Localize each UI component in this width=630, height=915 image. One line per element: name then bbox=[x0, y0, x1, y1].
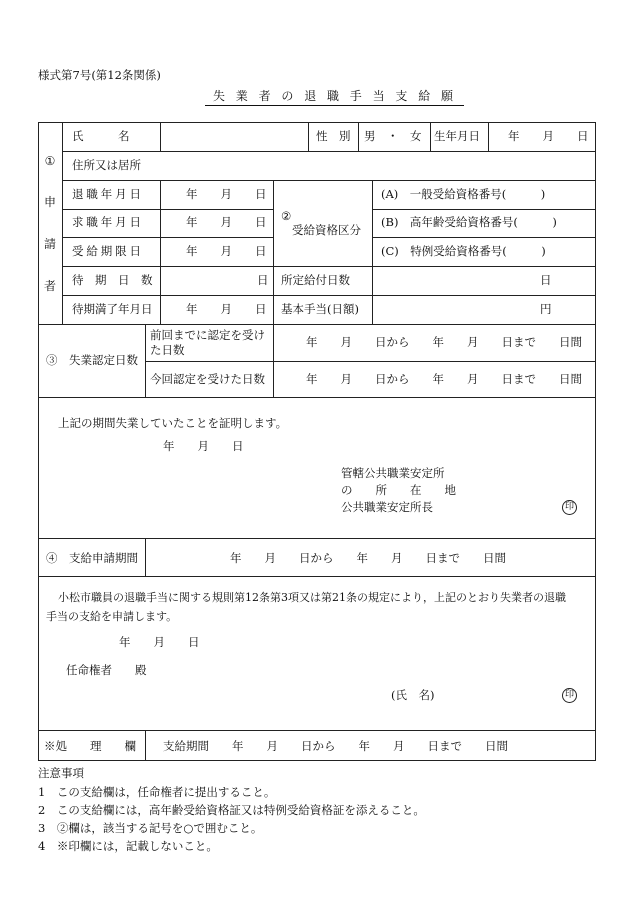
gender-options[interactable]: 男 ・ 女 bbox=[364, 129, 422, 143]
office-seal-icon: 印 bbox=[562, 500, 577, 515]
prescribed-days-label: 所定給付日数 bbox=[281, 273, 350, 287]
basic-allowance-label: 基本手当(日額) bbox=[281, 302, 359, 316]
section4-label: ④ 支給申請期間 bbox=[46, 551, 138, 565]
waiting-days-label: 待 期 日 数 bbox=[72, 273, 153, 287]
certification-text: 上記の期間失業していたことを証明します。 bbox=[58, 416, 288, 430]
section3-current-label: 今回認定を受けた日数 bbox=[150, 372, 265, 386]
signer-label: (氏 名) bbox=[391, 688, 435, 702]
benefit-deadline-label: 受給期限日 bbox=[72, 244, 144, 258]
qualification-label: 受給資格区分 bbox=[292, 223, 361, 237]
address-label: 住所又は居所 bbox=[72, 158, 141, 172]
qualification-number: ② bbox=[281, 209, 292, 223]
processing-label: ※処 理 欄 bbox=[44, 739, 136, 753]
waiting-days-unit[interactable]: 日 bbox=[257, 273, 269, 287]
note-item: 3 ②欄は，該当する記号を○で囲むこと。 bbox=[38, 821, 263, 835]
applicant-label-char: 者 bbox=[43, 279, 56, 293]
retirement-date-value[interactable]: 年 月 日 bbox=[186, 187, 267, 201]
notes-heading: 注意事項 bbox=[38, 766, 84, 780]
office-line-3: 公共職業安定所長 bbox=[341, 500, 433, 514]
office-line-1: 管轄公共職業安定所 bbox=[341, 466, 445, 480]
applicant-label-char: ① bbox=[44, 154, 56, 168]
applicant-label-char: 請 bbox=[43, 237, 56, 251]
qualification-option-a[interactable]: (A) 一般受給資格番号( ) bbox=[381, 187, 546, 201]
applicant-label-char: 申 bbox=[43, 195, 56, 209]
application-text-line2: 手当の支給を申請します。 bbox=[46, 610, 178, 623]
name-label: 氏 名 bbox=[72, 129, 130, 143]
applicant-label bbox=[38, 154, 62, 294]
applicant-seal-icon: 印 bbox=[562, 688, 577, 703]
qualification-option-c[interactable]: (C) 特例受給資格番号( ) bbox=[381, 244, 546, 258]
application-text-line1: 小松市職員の退職手当に関する規則第12条第3項又は第21条の規定により，上記のとおり失業者の退職 bbox=[58, 591, 566, 604]
job-app-date-label: 求職年月日 bbox=[72, 215, 144, 229]
processing-period: 支給期間 年 月 日から 年 月 日まで 日間 bbox=[163, 739, 508, 753]
note-item: 4 ※印欄には，記載しないこと。 bbox=[38, 839, 218, 853]
section3-previous-range[interactable]: 年 月 日から 年 月 日まで 日間 bbox=[306, 335, 582, 349]
appointer-label: 任命権者 殿 bbox=[66, 663, 147, 677]
basic-allowance-unit[interactable]: 円 bbox=[540, 302, 552, 316]
certification-date[interactable]: 年 月 日 bbox=[163, 439, 244, 453]
birth-date-label: 生年月日 bbox=[434, 129, 480, 143]
birth-date-value[interactable]: 年 月 日 bbox=[508, 129, 589, 143]
section3-previous-label: 前回までに認定を受けた日数 bbox=[150, 328, 265, 357]
section3-current-range[interactable]: 年 月 日から 年 月 日まで 日間 bbox=[306, 372, 582, 386]
qualification-option-b[interactable]: (B) 高年齢受給資格番号( ) bbox=[381, 215, 557, 229]
application-date[interactable]: 年 月 日 bbox=[119, 635, 200, 649]
benefit-deadline-value[interactable]: 年 月 日 bbox=[186, 244, 267, 258]
prescribed-days-unit[interactable]: 日 bbox=[540, 273, 552, 287]
section3-label: ③ 失業認定日数 bbox=[46, 353, 138, 367]
note-item: 2 この支給欄には，高年齢受給資格証又は特例受給資格証を添えること。 bbox=[38, 803, 425, 817]
form-number: 様式第7号(第12条関係) bbox=[38, 68, 161, 82]
note-item: 1 この支給欄は，任命権者に提出すること。 bbox=[38, 785, 276, 799]
gender-label: 性 別 bbox=[316, 129, 351, 143]
office-line-2: の 所 在 地 bbox=[341, 483, 456, 497]
waiting-end-date-value[interactable]: 年 月 日 bbox=[186, 302, 267, 316]
section4-range[interactable]: 年 月 日から 年 月 日まで 日間 bbox=[230, 551, 506, 565]
retirement-date-label: 退職年月日 bbox=[72, 187, 144, 201]
waiting-end-date-label: 待期満了年月日 bbox=[72, 302, 153, 316]
form-title: 失業者の退職手当支給願 bbox=[205, 90, 464, 106]
job-app-date-value[interactable]: 年 月 日 bbox=[186, 215, 267, 229]
